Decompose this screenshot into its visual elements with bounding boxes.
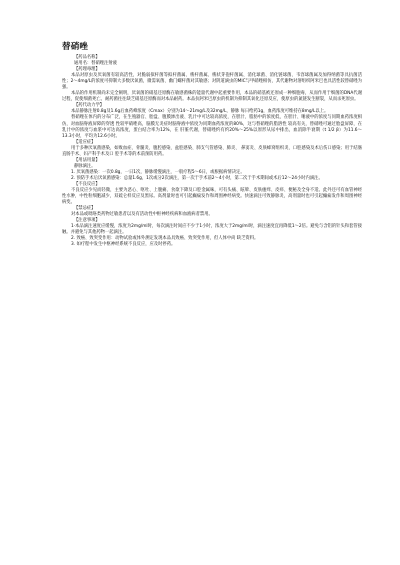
section-heading: 【注意事项】 xyxy=(74,218,100,224)
paragraph: 1. 厌氧菌感染：一次0.8g，一日1次，静脉缓慢滴注，一般疗程5～6日，或根据病情决定。 xyxy=(71,169,245,175)
section-drug-name xyxy=(62,55,362,67)
paragraph: 3. 如疗程中发生中枢神经系统不良反应，应及时停药。 xyxy=(71,242,176,248)
paragraph: 本品静脉注射0.8g及1.6g后血药峰浓度（Cmax）分别为14～21mg/L及32mg/L，静脉 每日给药1g，血药浓度可维持在8mg/L以上。 xyxy=(71,109,329,115)
section-heading: 【禁忌症】 xyxy=(74,206,96,212)
section-adverse-reactions xyxy=(62,182,362,206)
section-heading: 【不良反应】 xyxy=(74,181,100,187)
paragraph: 1·本品滴注速度应缓慢，浓度为2mg/ml时，每次滴注时间应不少于1小时，浓度大于2mg/ml时，滴注速度宜再降低1～2倍。避免与含铝的针头和套管接触。并避免与其他药物一起滴注。 xyxy=(62,224,362,236)
section-heading: 【药理毒理】 xyxy=(74,67,100,73)
paragraph: 本品的作用机制尚未完全阐明，厌氧菌的硝基还原酶在敏感菌株的能量代谢中起重要作用，本品的硝基被还原成一种细胞毒，从而作用于细菌的DNA代谢过程，促使细菌死亡。耐药菌往往缺乏硝基还原酶而对本品耐药。本品抗阿米巴原虫的机制为抑制其氧化还原反应，使原虫的氮链发生断裂，从而杀死原虫。 xyxy=(62,91,362,103)
section-indications xyxy=(62,140,362,158)
paragraph: 2. 致癌、致突变作用：动物试验或体外测定发现本品具致癌、致突变作用，但人体中尚 缺乏资料。 xyxy=(71,236,259,242)
section-heading: 【用法用量】 xyxy=(74,157,100,163)
drug-title: 替硝唑 xyxy=(62,42,89,52)
paragraph: 替硝唑在体内的分布广泛，在生殖器官、胎盘、腹膜渗出液、乳汁中可达较高浓度，在胆汁、脂肪中的浓度低，在胆汁、唾液中的浓度与同期血药浓度相仿，对血脑脊液屏障的穿透 性较甲硝唑高，脑膜无炎症时脑脊液中浓度为同期血药浓度的80%，这与替硝唑的脂溶性 较高有关，替硝唑可通过胎盘屏障，在乳汁中的浓度与血浆中可达高浓度，蛋白结合率为12%，在 肝脏代谢，替硝唑约有约20%～25%以原形从尿中排出，血消除半衰期（t 1/2 β）为11.6～ 13.3小时，平均为12.6小时。 xyxy=(62,115,362,139)
section-contraindications xyxy=(62,206,362,218)
section-heading: 【药代动力学】 xyxy=(74,103,105,109)
paragraph: 用于多种厌氧菌感染，如败血症、骨髓炎、腹腔感染、盆腔感染、肺支气管感染、肺炎、 鼻窦炎、皮肤蜂窝组织炎、口腔感染及术后伤口感染；用于结肠直肠手术、妇产科手术及口 腔手术等的术前预防用药。 xyxy=(62,145,362,157)
section-line: 静脉滴注。 xyxy=(74,163,96,169)
section-precautions xyxy=(62,218,362,248)
section-line: 通用名：替硝唑注射液 xyxy=(74,61,117,67)
section-pharmacokinetics xyxy=(62,103,362,139)
paragraph: 本品对原虫及厌氧菌有较高活性，对脆弱拟杆菌等拟杆菌属、梭杆菌属、梭状芽孢杆菌属、消化球菌、消化链球菌、韦容球菌属及加得纳菌等具抗菌活性；2～4mg/L的浓度可抑制大多数厌氧菌，微需氧菌、幽门螺杆菌对其敏感；对阴道滴虫的MIC与甲硝唑相仿，其代谢物对溶组织阿米巴也具活性较替硝唑为强。 xyxy=(62,73,362,91)
section-dosage xyxy=(62,158,362,182)
document-body xyxy=(62,55,362,249)
section-pharmacology xyxy=(62,67,362,103)
paragraph: 对本品或吡咯类药物过敏患者以及有活动性中枢神经疾病和血液病者禁用。 xyxy=(71,212,213,218)
paragraph: 2. 预防手术后厌氧菌感染：总量1.6g，1次或分2次滴注，第一次于手术前2～4小时，第二次于手术期间或术后12～24小时内滴注。 xyxy=(71,175,323,181)
section-heading: 【药品名称】 xyxy=(74,55,100,60)
paragraph: 不良反应少见而轻微，主要为恶心、呕吐、上腹痛、食欲下降及口腔金属味，可有头痛、眩晕、皮肤瘙痒、皮疹、便秘及全身不适。此外还可有血管神经性水肿，中性粒细胞减少，双硫仑样反应及黑尿。高剂量时也可引起癫痫发作和周围神经病变。快速滴注可致静脉炎，高剂量时也可引起癫痫发作和周围神经病变。 xyxy=(62,188,362,206)
section-heading: 【适应症】 xyxy=(74,139,96,145)
